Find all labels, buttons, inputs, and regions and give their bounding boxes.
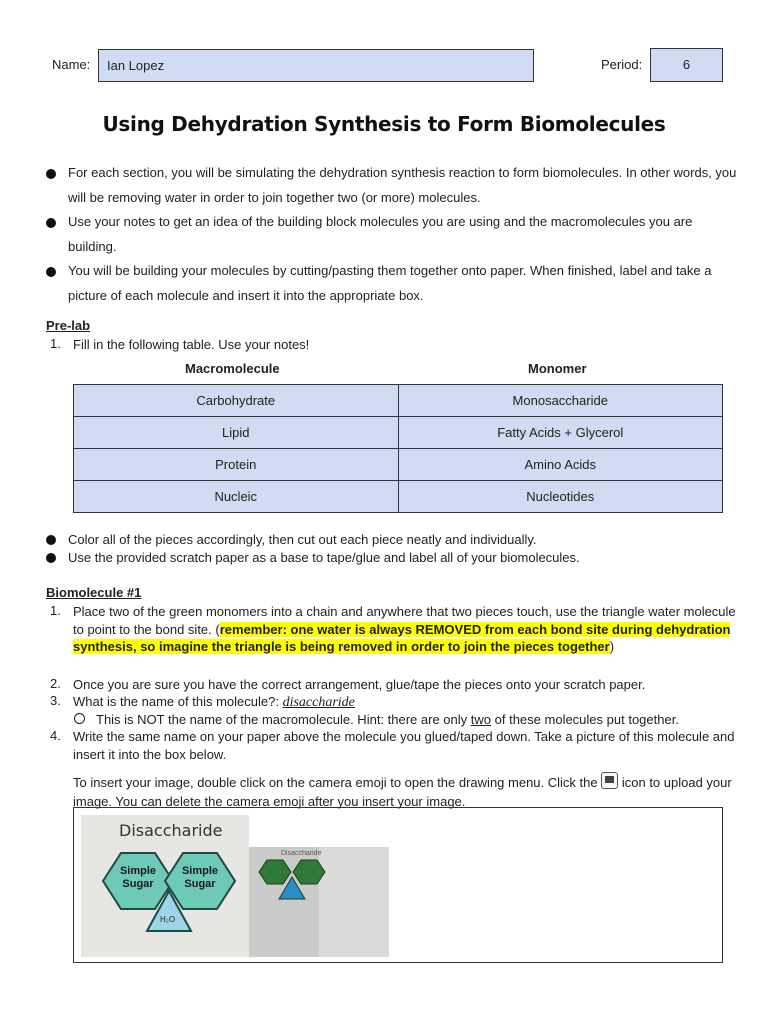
bullet-dot	[46, 169, 56, 179]
insert-text-b: icon to upload your image. You can delete the camera emoji after you insert your image.	[73, 775, 732, 809]
table-row	[74, 481, 723, 513]
bullet-dot	[46, 553, 56, 563]
macromolecule-table	[73, 384, 723, 513]
hint-text-two: two	[470, 712, 492, 727]
after-bullet-1: Color all of the pieces accordingly, then cut out each piece neatly and individually.	[68, 532, 537, 547]
prelab-step-text: Fill in the following table. Use your notes!	[73, 337, 310, 352]
insert-text-a: To insert your image, double click on the camera emoji to open the drawing menu. Click the	[73, 775, 598, 790]
table-row	[74, 449, 723, 481]
table-row	[74, 385, 723, 417]
period-label: Period:	[601, 57, 643, 72]
hex-label-left	[119, 865, 157, 891]
page-title: Using Dehydration Synthesis to Form Biomolecules	[102, 112, 666, 136]
hexagon-drawing	[81, 815, 249, 957]
insert-instructions	[73, 772, 738, 811]
after-bullet-2: Use the provided scratch paper as a base to tape/glue and label all of your biomolecules.	[68, 550, 580, 565]
hex-label-left-line2: Sugar	[122, 878, 154, 890]
hexagon-right-2	[293, 860, 325, 884]
step-number: 1.	[50, 603, 61, 618]
step-1-text: Place two of the green monomers into a chain and anywhere that two pieces touch, use the triangle water molecule to point to the bond site. (	[73, 604, 736, 637]
step-3-question: What is the name of this molecule?:	[73, 694, 279, 709]
bullet-dot	[46, 267, 56, 277]
intro-bullet-2: Use your notes to get an idea of the building block molecules you are using and the macromolecules you are building.	[68, 214, 693, 254]
bio1-step-3	[73, 693, 738, 712]
hex-label-right	[181, 865, 219, 891]
hint-text-c: of these molecules put together.	[494, 712, 679, 727]
image-answer-box[interactable]	[73, 807, 723, 963]
bio1-step-1	[73, 603, 738, 656]
table-row	[74, 417, 723, 449]
hexagon-drawing-2	[249, 847, 389, 957]
image-icon[interactable]	[601, 772, 618, 789]
step-number: 2.	[50, 676, 61, 691]
name-label: Name:	[52, 57, 91, 72]
photo-title: Disaccharide	[119, 821, 223, 840]
col-header-monomer: Monomer	[528, 361, 587, 376]
hex-label-right-line1: Simple	[181, 865, 219, 877]
hex-label-left-line1: Simple	[119, 865, 157, 877]
col-header-macromolecule: Macromolecule	[185, 361, 280, 376]
bio1-step-2: Once you are sure you have the correct arrangement, glue/tape the pieces onto your scratch paper.	[73, 677, 646, 692]
disaccharide-photo-2	[249, 847, 389, 957]
step-number: 1.	[50, 336, 61, 351]
intro-bullet-3: You will be building your molecules by cutting/pasting them together onto paper. When finished, label and take a picture of each molecule and insert it into the appropriate box.	[68, 263, 712, 303]
cell-monomer[interactable]: Fatty Acids + Glycerol	[398, 417, 723, 449]
bio1-step-4: Write the same name on your paper above the molecule you glued/taped down. Take a picture of this molecule and insert it into the box below.	[73, 729, 735, 762]
name-field[interactable]: Ian Lopez	[98, 49, 534, 82]
cell-monomer[interactable]: Monosaccharide	[398, 385, 723, 417]
bullet-dot	[46, 218, 56, 228]
step-number: 3.	[50, 693, 61, 708]
highlighted-reminder: remember: one water is always REMOVED from each bond site during dehydration synthesis, so imagine the triangle is being removed in order to join the pieces together	[73, 621, 731, 654]
biomolecule-1-heading: Biomolecule #1	[46, 585, 142, 600]
disaccharide-photo	[81, 815, 249, 957]
cell-macromolecule[interactable]: Protein	[74, 449, 399, 481]
hint-text-a: This is NOT the name of the macromolecule. Hint: there are only	[96, 712, 468, 727]
bullet-dot	[46, 535, 56, 545]
photo-2-title: Disaccharide	[281, 850, 322, 857]
hex-label-right-line2: Sugar	[184, 878, 216, 890]
prelab-heading: Pre-lab	[46, 318, 91, 333]
cell-monomer[interactable]: Nucleotides	[398, 481, 723, 513]
bio1-hint	[96, 711, 746, 729]
cell-macromolecule[interactable]: Nucleic	[74, 481, 399, 513]
step-number: 4.	[50, 728, 61, 743]
cell-macromolecule[interactable]: Lipid	[74, 417, 399, 449]
water-label: H₂O	[160, 915, 176, 924]
period-field[interactable]: 6	[650, 48, 723, 82]
cell-monomer[interactable]: Amino Acids	[398, 449, 723, 481]
circle-bullet-icon	[74, 713, 85, 724]
cell-macromolecule[interactable]: Carbohydrate	[74, 385, 399, 417]
step-1-close: )	[609, 639, 615, 654]
hexagon-left-2	[259, 860, 291, 884]
answer-disaccharide[interactable]: disaccharide	[282, 695, 355, 710]
intro-bullet-1: For each section, you will be simulating the dehydration synthesis reaction to form biomolecules. In other words, you will be removing water in order to join together two (or more) molecules.	[68, 165, 737, 205]
